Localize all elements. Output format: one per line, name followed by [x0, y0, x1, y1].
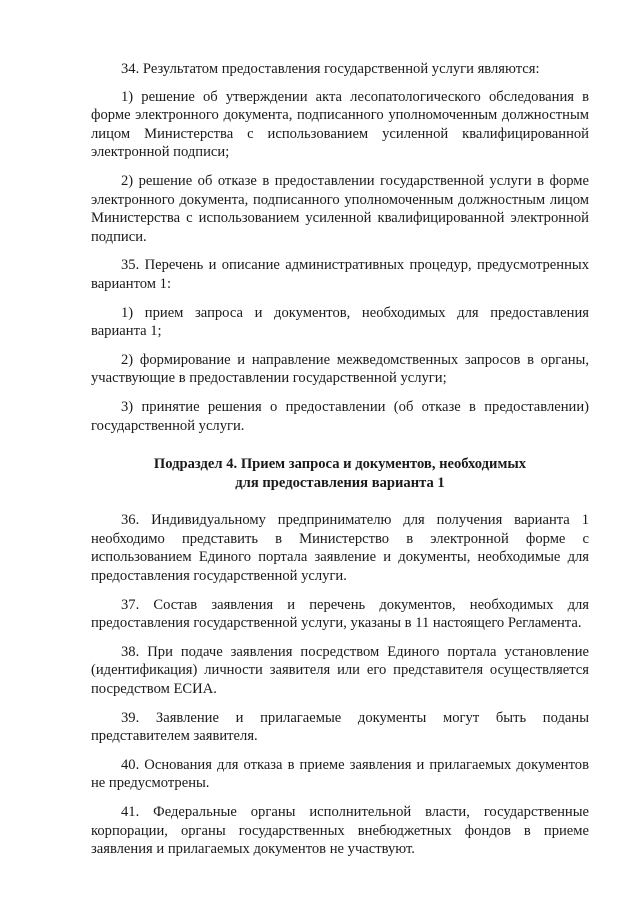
paragraph-41: 41. Федеральные органы исполнительной власти, государственные корпорации, органы государственных внебюджетных фондов в приеме заявления и прилагаемых документов не участвуют.: [91, 804, 589, 858]
paragraph-35: 35. Перечень и описание административных процедур, предусмотренных вариантом 1:: [91, 257, 589, 292]
paragraph-38: 38. При подаче заявления посредством Единого портала установление (идентификация) личности заявителя или его представителя осуществляется посредством ЕСИА.: [91, 643, 589, 698]
subsection-heading: [91, 455, 589, 492]
paragraph-34: 34. Результатом предоставления государственной услуги являются:: [121, 61, 540, 77]
paragraph-36: 36. Индивидуальному предпринимателю для получения варианта 1 необходимо представить в Министерство в электронной форме с использованием Единого портала заявление и документы, необходимые для предоставления государственной услуги.: [91, 512, 589, 585]
paragraph-39: 39. Заявление и прилагаемые документы могут быть поданы представителем заявителя.: [91, 709, 589, 745]
paragraph-34-item-2: 2) решение об отказе в предоставлении государственной услуги в форме электронного документа, подписанного уполномоченным должностным лицом Министерства с использованием усиленной квалифицированной электронной подписи.: [91, 172, 589, 245]
paragraph-35-item-3: 3) принятие решения о предоставлении (об отказе в предоставлении) государственной услуги.: [91, 398, 589, 434]
subsection-heading-line-2: для предоставления варианта 1: [235, 474, 445, 491]
paragraph-35-item-2: 2) формирование и направление межведомственных запросов в органы, участвующие в предоставлении государственной услуги;: [91, 351, 589, 387]
paragraph-35-item-1: 1) прием запроса и документов, необходимых для предоставления варианта 1;: [91, 304, 589, 340]
subsection-heading-line-1: Подраздел 4. Прием запроса и документов, необходимых: [153, 456, 527, 473]
paragraph-40: 40. Основания для отказа в приеме заявления и прилагаемых документов не предусмотрены.: [91, 756, 589, 792]
paragraph-34-item-1: 1) решение об утверждении акта лесопатологического обследования в форме электронного документа, подписанного уполномоченным должностным лицом Министерства с использованием усиленной квалифицированной электронной подписи;: [91, 88, 589, 161]
document-body: [91, 60, 589, 869]
paragraph-37: 37. Состав заявления и перечень документов, необходимых для предоставления государственной услуги, указаны в 11 настоящего Регламента.: [91, 596, 589, 632]
